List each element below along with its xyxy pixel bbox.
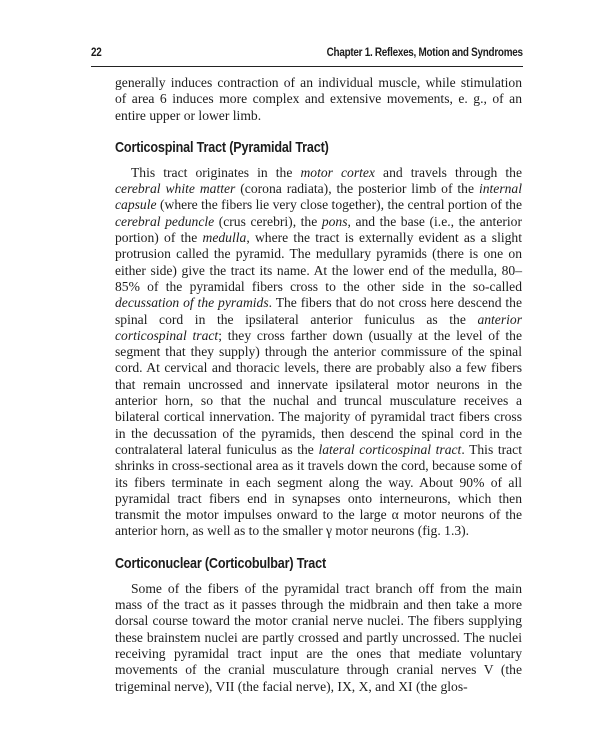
section-heading-corticospinal: Corticospinal Tract (Pyramidal Tract) [115, 138, 329, 156]
header-rule [91, 66, 523, 67]
body-text [115, 75, 522, 695]
section-heading-corticonuclear: Corticonuclear (Corticobulbar) Tract [115, 554, 326, 572]
intro-paragraph: generally induces contraction of an individual muscle, while stimulation of area 6 induces more complex and extensive movements, e. g., of an entire upper or lower limb. [115, 75, 522, 123]
chapter-title: Chapter 1. Reflexes, Motion and Syndromes [326, 47, 523, 59]
page-number: 22 [91, 47, 102, 59]
corticonuclear-paragraph: Some of the fibers of the pyramidal tract branch off from the main mass of the tract as it passes through the midbrain and then take a more dorsal course toward the motor cranial nerve nuclei. The fibers supplying these brainstem nuclei are partly crossed and partly uncrossed. The nuclei receiving pyramidal tract input are the ones that mediate voluntary movements of the cranial musculature through cranial nerves V (the trigeminal nerve), VII (the facial nerve), IX, X, and XI (the glos- [115, 580, 522, 694]
corticospinal-paragraph: This tract originates in the motor cortex and travels through the cerebral white matter (corona radiata), the posterior limb of the internal capsule (where the fibers lie very close together), the central portion of the cerebral peduncle (crus cerebri), the pons, and the base (i.e., the anterior portion) of the medulla, where the tract is externally evident as a slight protrusion called the pyramid. The medullary pyramids (there is one on either side) give the tract its name. At the lower end of the medulla, 80–85% of the pyramidal fibers cross to the other side in the so-called decussation of the pyramids. The fibers that do not cross here descend the spinal cord in the ipsilateral anterior funiculus as the anterior corticospinal tract; they cross farther down (usually at the level of the segment that they supply) through the anterior commissure of the spinal cord. At cervical and thoracic levels, there are probably also a few fibers that remain uncrossed and innervate ipsilateral motor neurons in the anterior horn, so that the nuchal and truncal musculature receives a bilateral cortical innervation. The majority of pyramidal tract fibers cross in the decussation of the pyramids, then descend the spinal cord in the contralateral lateral funiculus as the lateral corticospinal tract. This tract shrinks in cross-sectional area as it travels down the cord, because some of its fibers terminate in each segment along the way. About 90% of all pyramidal tract fibers end in synapses onto interneurons, which then transmit the motor impulses onward to the large α motor neurons of the anterior horn, as well as to the smaller γ motor neurons (fig. 1.3). [115, 164, 523, 539]
